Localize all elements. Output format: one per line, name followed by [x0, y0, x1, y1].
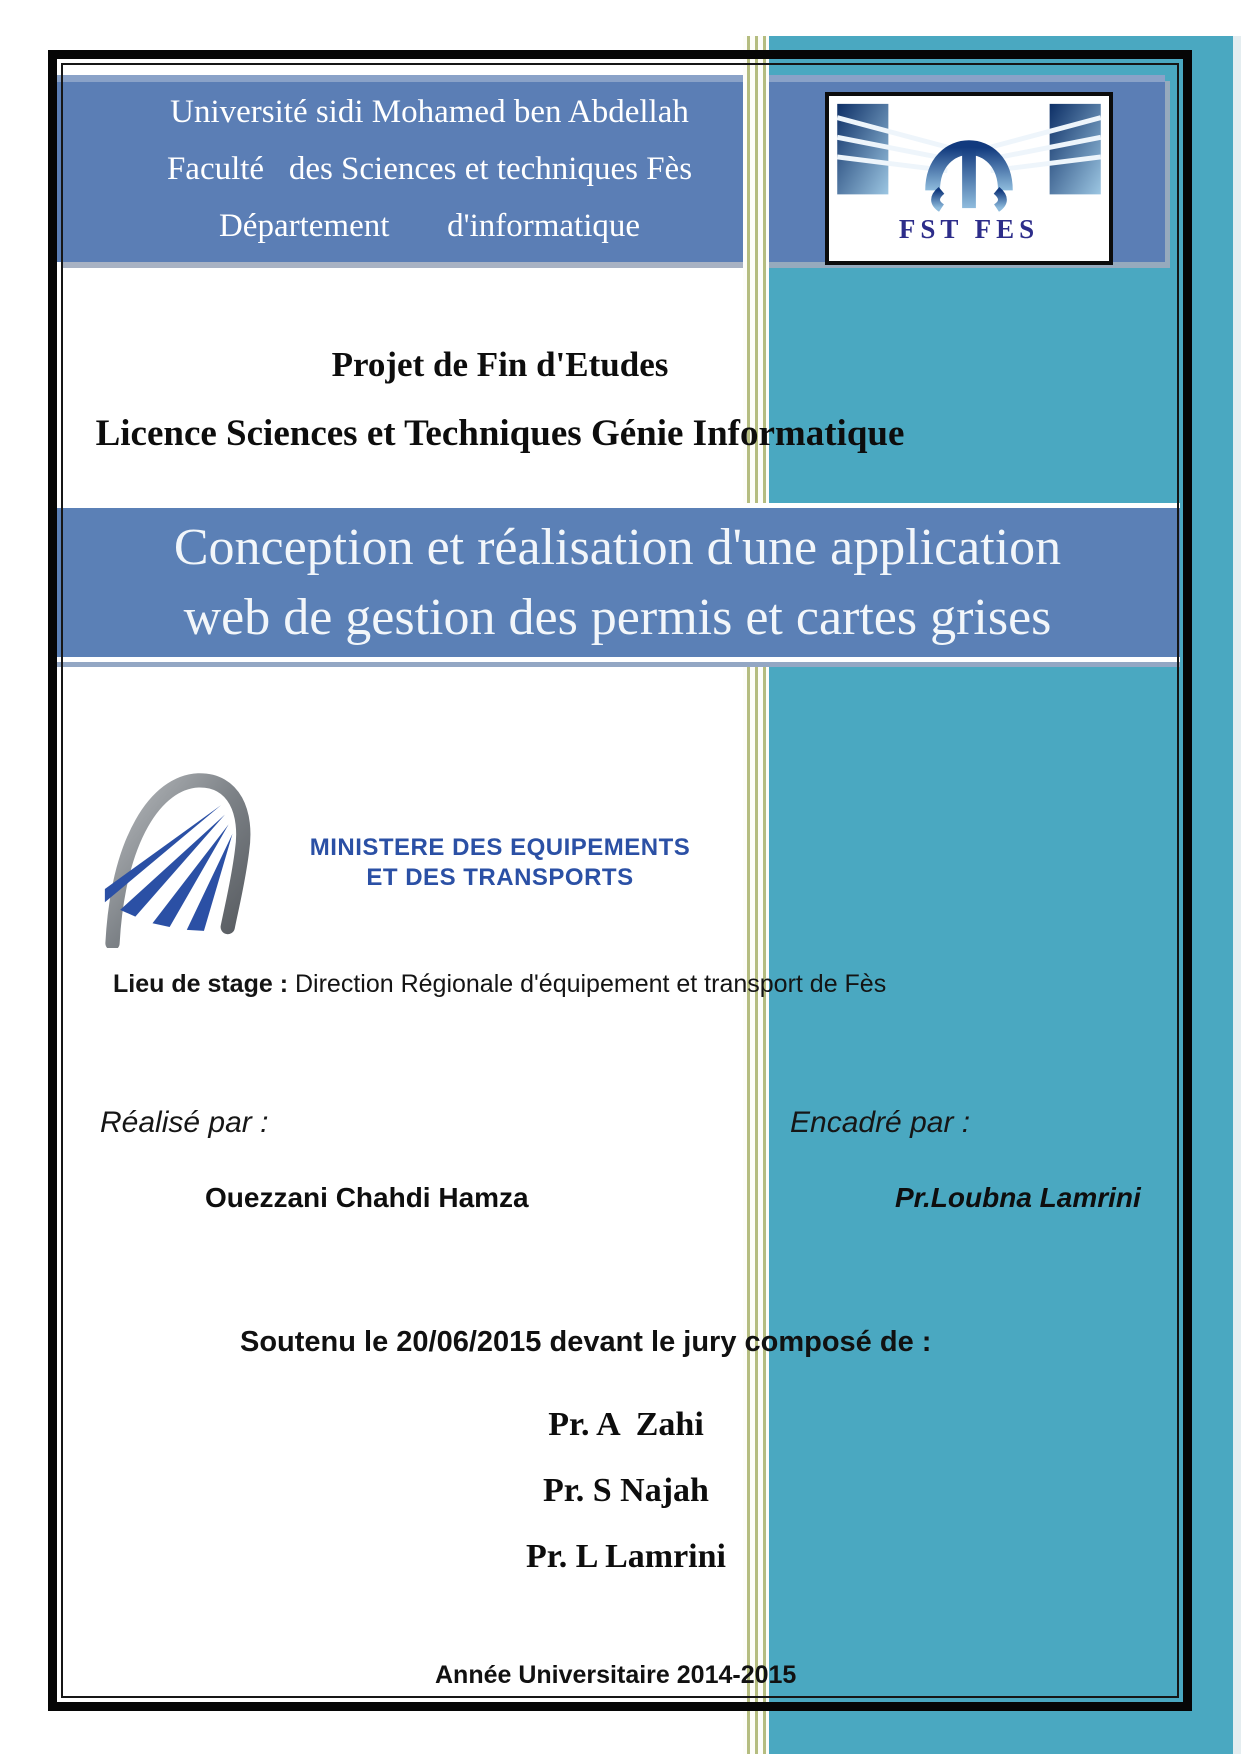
university-header-text: [57, 75, 802, 262]
realise-par-label: Réalisé par :: [100, 1106, 269, 1139]
faculty-name: Faculté des Sciences et techniques Fès: [166, 150, 693, 187]
internship-location-label: Lieu de stage :: [113, 970, 289, 998]
fst-logo-caption: FST FES: [898, 214, 1040, 244]
department-name: Département d'informatique: [218, 207, 641, 244]
project-type-title: Projet de Fin d'Etudes: [331, 345, 669, 384]
jury-list: [426, 1408, 826, 1606]
program-title: Licence Sciences et Techniques Génie Informatique: [95, 413, 905, 454]
supervisor-name: Pr.Loubna Lamrini: [895, 1182, 1141, 1213]
thesis-title-banner: [55, 503, 1180, 662]
internship-location-value: Direction Régionale d'équipement et transport de Fès: [288, 970, 887, 998]
encadre-par-label: Encadré par :: [790, 1106, 971, 1139]
jury-member-1: Pr. A Zahi: [548, 1406, 704, 1443]
ministry-name-line1: MINISTERE DES EQUIPEMENTS: [309, 834, 691, 861]
defense-intro: Soutenu le 20/06/2015 devant le jury composé de :: [240, 1326, 932, 1358]
jury-member-2: Pr. S Najah: [543, 1472, 709, 1509]
internship-location: [113, 970, 886, 999]
jury-member-3: Pr. L Lamrini: [526, 1538, 726, 1575]
thesis-title-line1: Conception et réalisation d'une application: [173, 518, 1062, 576]
page-right-edge-strip: [1233, 36, 1241, 1754]
student-name: Ouezzani Chahdi Hamza: [205, 1182, 529, 1213]
ministry-logo-icon: [95, 748, 290, 948]
ministry-name: [280, 833, 720, 893]
fst-emblem-icon: [829, 96, 1109, 214]
university-header-band: [57, 75, 1165, 262]
thesis-title-line2: web de gestion des permis et cartes grises: [183, 588, 1052, 646]
fst-logo-box: [825, 92, 1113, 265]
academic-year: Année Universitaire 2014-2015: [435, 1661, 797, 1689]
university-name: Université sidi Mohamed ben Abdellah: [170, 93, 689, 130]
sidebar-teal-band: [768, 36, 1233, 1754]
ministry-name-line2: ET DES TRANSPORTS: [366, 864, 634, 891]
